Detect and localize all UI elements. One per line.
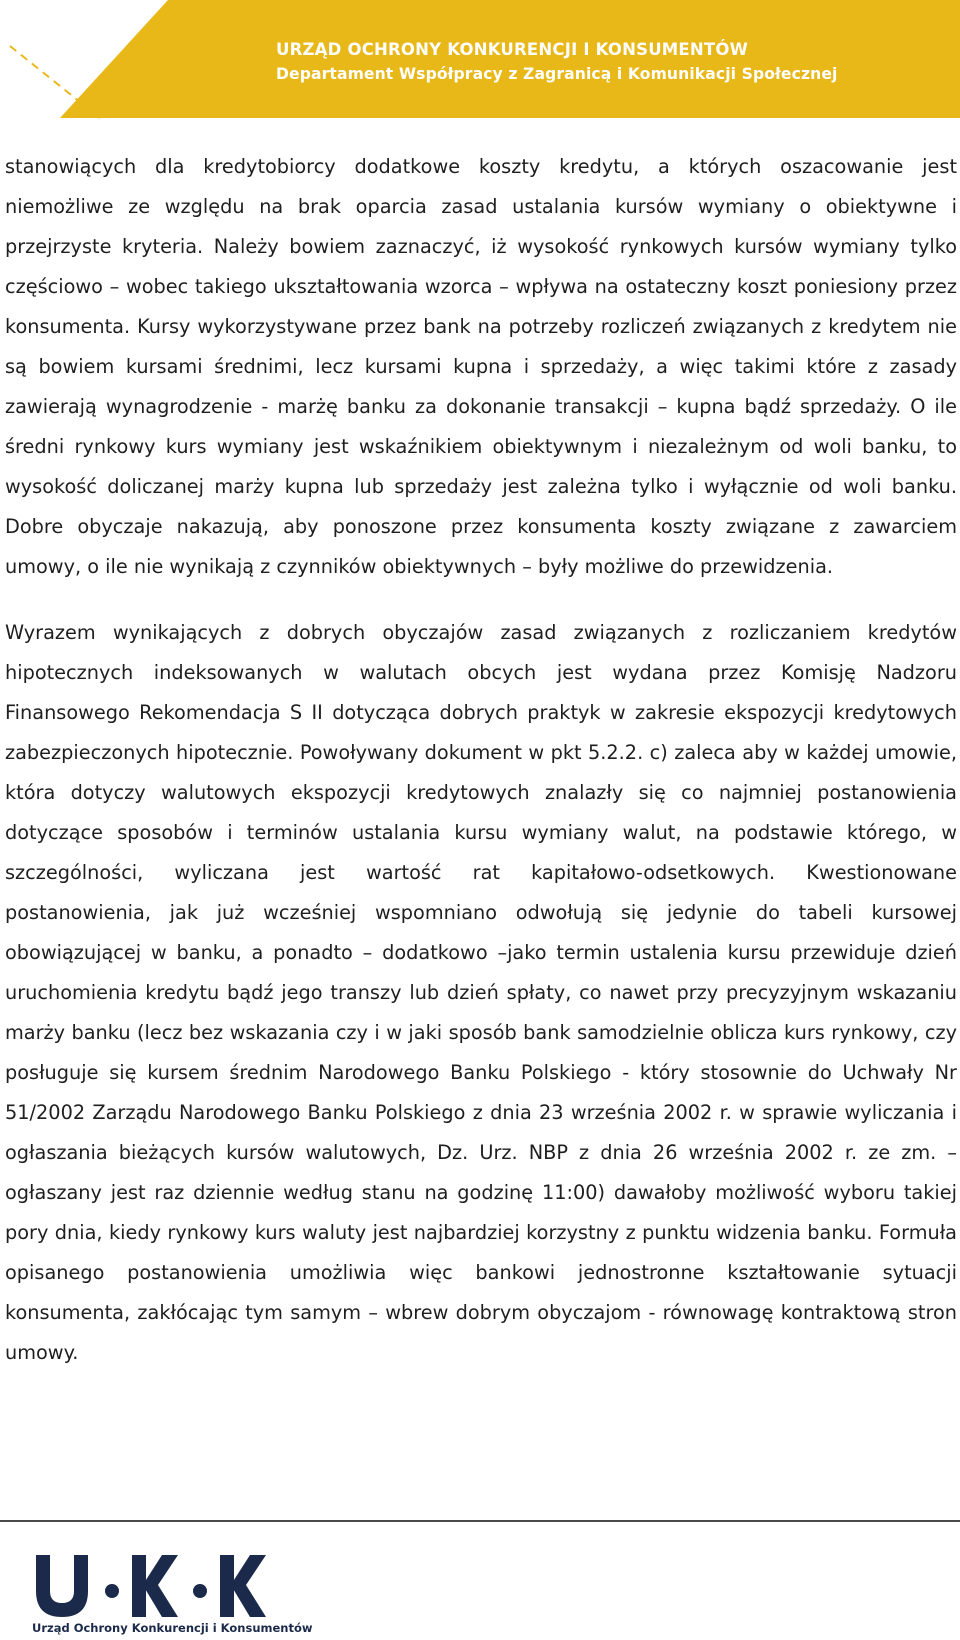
header-department-name: Departament Współpracy z Zagranicą i Komunikacji Społecznej (276, 65, 838, 83)
paragraph-2: Wyrazem wynikających z dobrych obyczajów zasad związanych z rozliczaniem kredytów hipotecznych indeksowanych w walutach obcych jest wydana przez Komisję Nadzoru Finansowego Rekomendacja S II dotycząca dobrych praktyk w zakresie ekspozycji kredytowych zabezpieczonych hipotecznie. Powoływany dokument w pkt 5.2.2. c) zaleca aby w każdej umowie, która dotyczy walutowych ekspozycji kredytowych znalazły się co najmniej postanowienia dotyczące sposobów i terminów ustalania kursu wymiany walut, na podstawie którego, w szczególności, wyliczana jest wartość rat kapitałowo-odsetkowych. Kwestionowane postanowienia, jak już wcześniej wspomniano odwołują się jedynie do tabeli kursowej obowiązującej w banku, a ponadto – dodatkowo –jako termin ustalenia kursu przewiduje dzień uruchomienia kredytu bądź jego transzy lub dzień spłaty, co nawet przy precyzyjnym wskazaniu marży banku (lecz bez wskazania czy i w jaki sposób bank samodzielnie oblicza kurs rynkowy, czy posługuje się kursem średnim Narodowego Banku Polskiego - który stosownie do Uchwały Nr 51/2002 Zarządu Narodowego Banku Polskiego z dnia 23 września 2002 r. w sprawie wyliczania i ogłaszania bieżących kursów walutowych, Dz. Urz. NBP z dnia 26 września 2002 r. ze zm. – ogłaszany jest raz dziennie według stanu na godzinę 11:00) dawałoby możliwość wyboru takiej pory dnia, kiedy rynkowy kurs waluty jest najbardziej korzystny z punktu widzenia banku. Formuła opisanego postanowienia umożliwia więc bankowi jednostronne kształtowanie sytuacji konsumenta, zakłócając tym samym – wbrew dobrym obyczajom - równowagę kontraktową stron umowy. (5, 621, 957, 1364)
footer-divider (0, 1520, 960, 1522)
page-header (0, 0, 960, 120)
uokik-logo-mark (32, 1545, 292, 1621)
paragraph-1: stanowiących dla kredytobiorcy dodatkowe koszty kredytu, a których oszacowanie jest niemożliwe ze względu na brak oparcia zasad ustalania kursów wymiany o obiektywne i przejrzyste kryteria. Należy bowiem zaznaczyć, iż wysokość rynkowych kursów wymiany tylko częściowo – wobec takiego ukształtowania wzorca – wpływa na ostateczny koszt poniesiony przez konsumenta. Kursy wykorzystywane przez bank na potrzeby rozliczeń związanych z kredytem nie są bowiem kursami średnimi, lecz kursami kupna i sprzedaży, a więc takimi które z zasady zawierają wynagrodzenie - marżę banku za dokonanie transakcji – kupna bądź sprzedaży. O ile średni rynkowy kurs wymiany jest wskaźnikiem obiektywnym i niezależnym od woli banku, to wysokość doliczanej marży kupna lub sprzedaży jest zależna tylko i wyłącznie od woli banku. Dobre obyczaje nakazują, aby ponoszone przez konsumenta koszty związane z zawarciem umowy, o ile nie wynikają z czynników obiektywnych – były możliwe do przewidzenia. (5, 155, 957, 578)
document-body (5, 147, 957, 1373)
header-institution-name: URZĄD OCHRONY KONKURENCJI I KONSUMENTÓW (276, 40, 748, 59)
header-text-block (276, 38, 837, 86)
footer-logo-caption: Urząd Ochrony Konkurencji i Konsumentów (32, 1621, 313, 1635)
uokik-logo (32, 1545, 313, 1635)
